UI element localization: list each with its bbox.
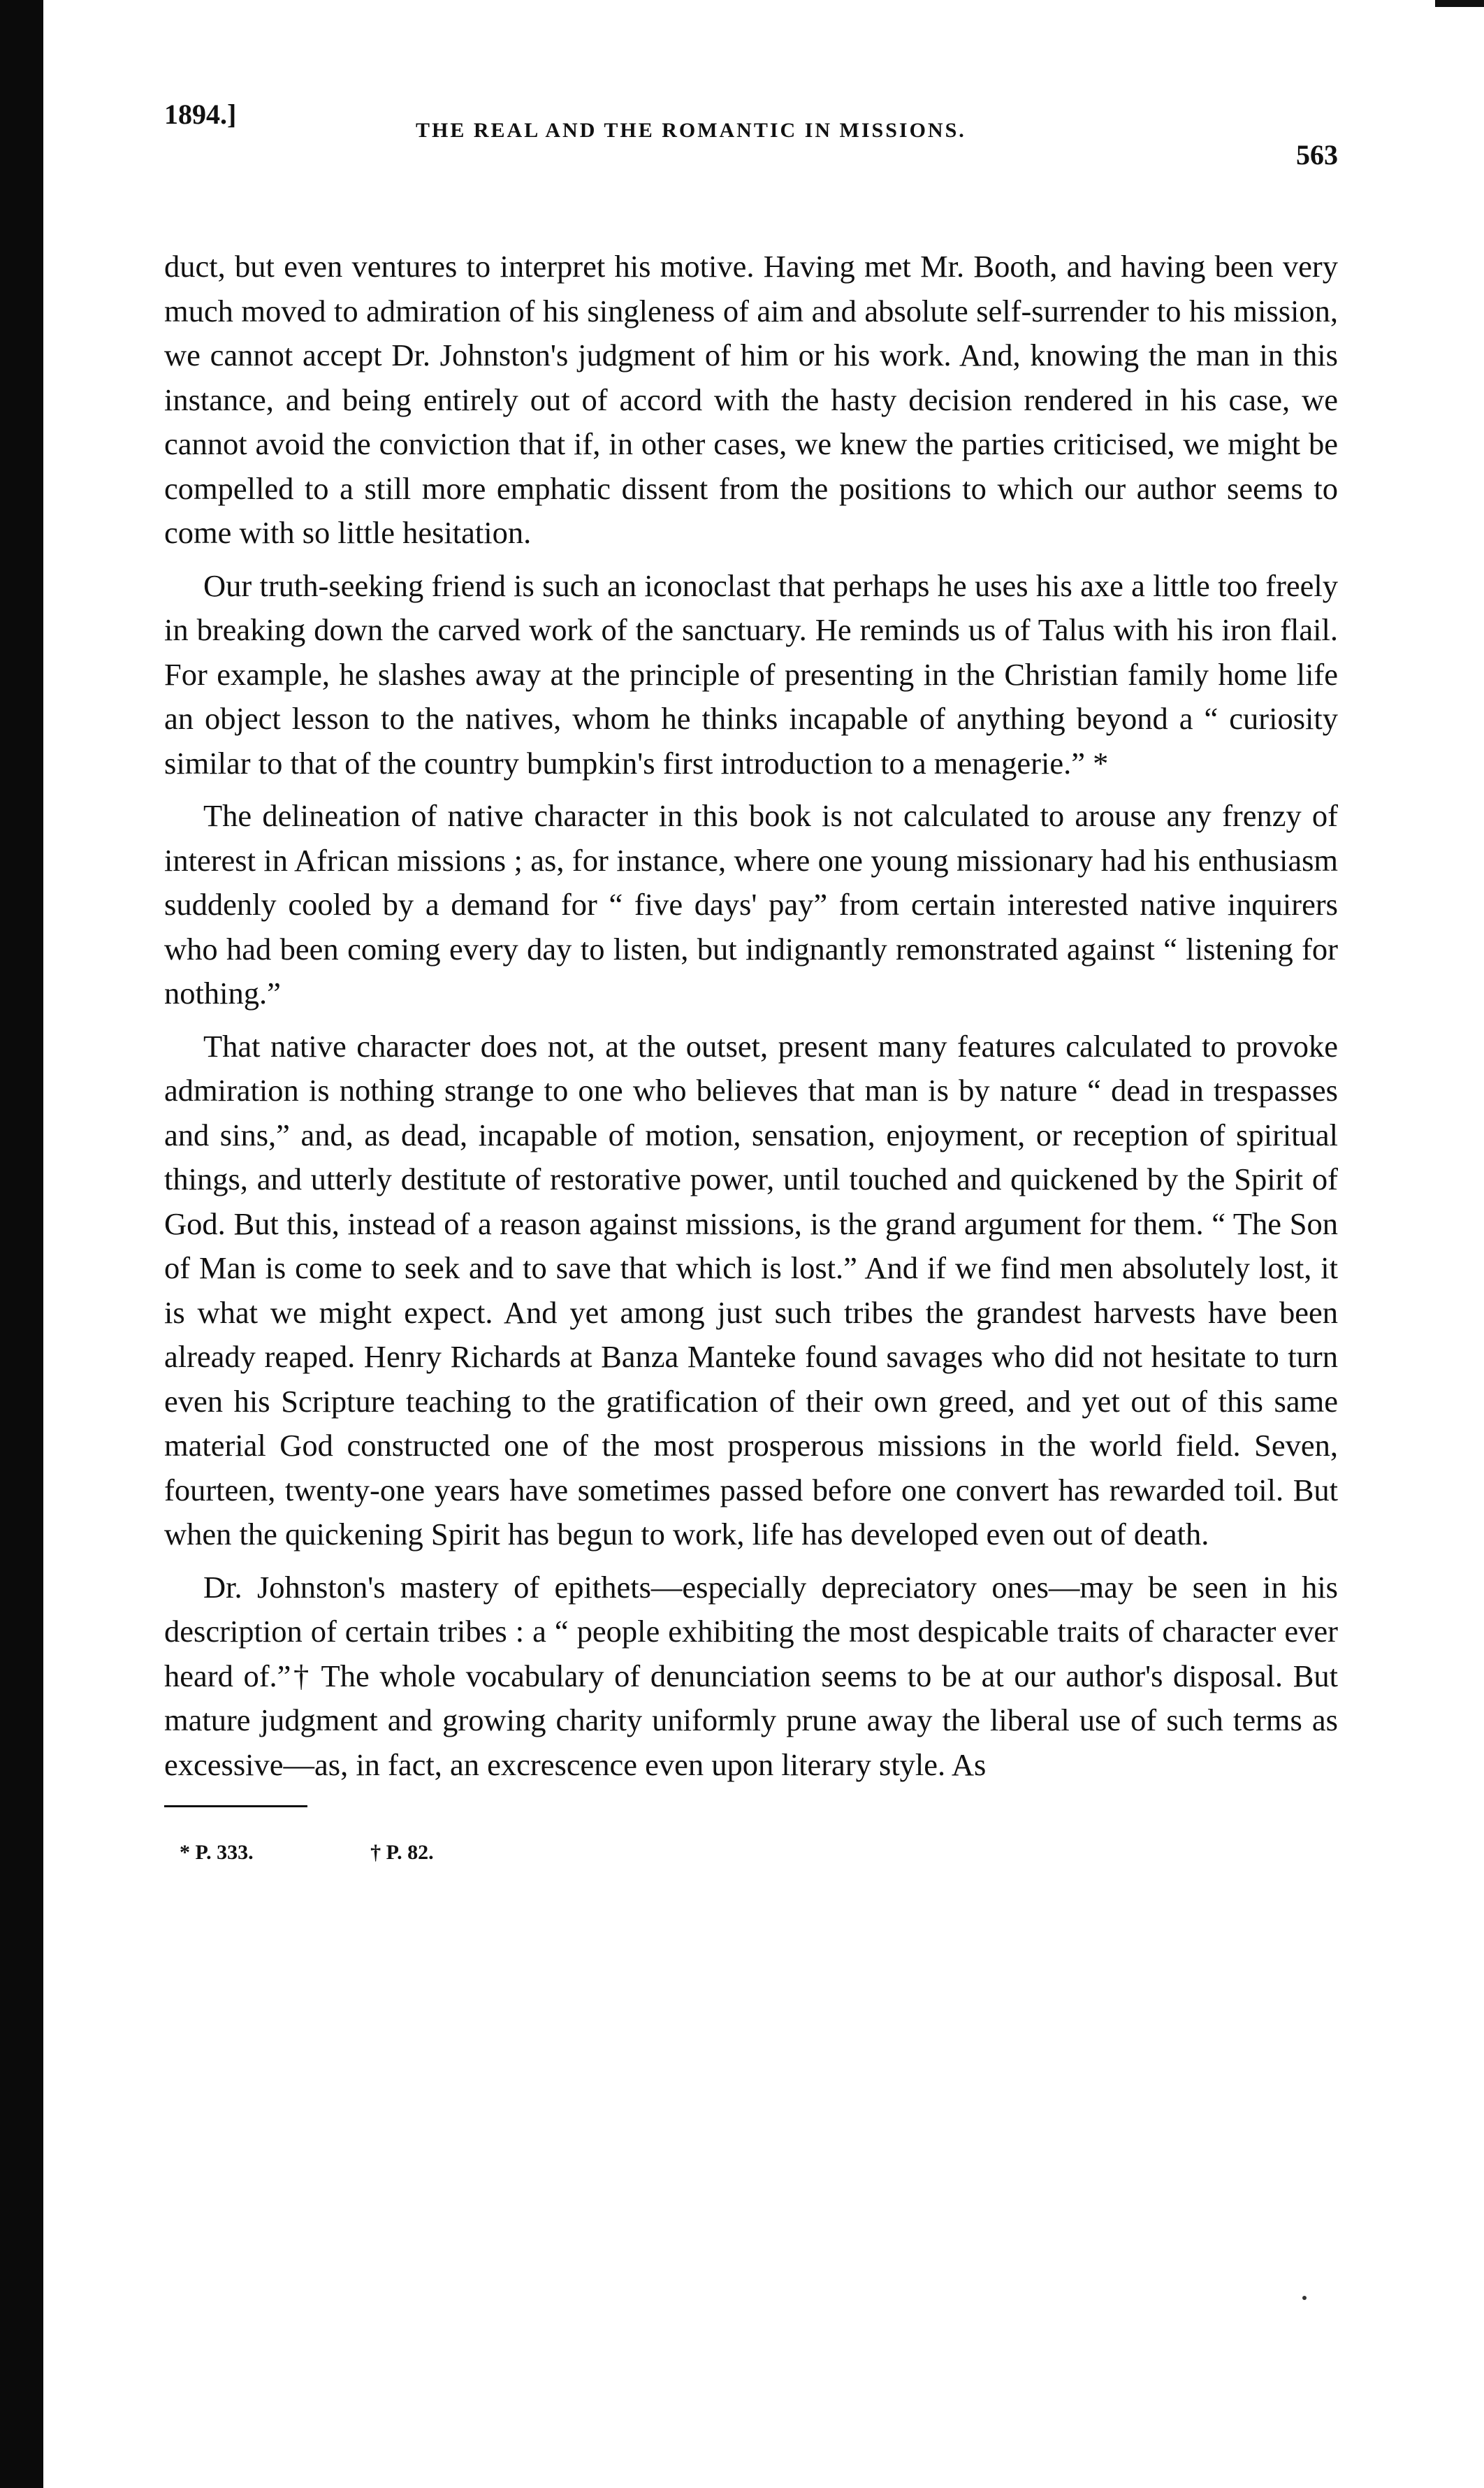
footnotes: [164, 1841, 1338, 1865]
scan-artifact-mark: [1435, 0, 1484, 7]
issue-year: 1894.]: [164, 99, 237, 130]
scan-edge: [0, 0, 43, 2488]
page-number: 563: [1296, 139, 1338, 171]
paragraph: The delineation of native character in this book is not calculated to arouse any frenzy of interest in African missions ; as, for instance, where one young missionary had his enthusiasm suddenly cooled by a demand for “ five days' pay” from certain interested native inquirers who had been coming every day to listen, but indignantly remonstrated against “ listening for nothing.”: [164, 798, 1338, 1011]
paragraph: Dr. Johnston's mastery of epithets—especially depreciatory ones—may be seen in his description of certain tribes : a “ people exhibiting the most despicable traits of character ever heard of.”† The whole vocabulary of denunciation seems to be at our author's disposal. But mature judgment and growing charity uniformly prune away the liberal use of such terms as excessive—as, in fact, an excrescence even upon literary style. As: [164, 1569, 1338, 1782]
paragraph: Our truth-seeking friend is such an iconoclast that perhaps he uses his axe a little too freely in breaking down the carved work of the sanctuary. He reminds us of Talus with his iron flail. For example, he slashes away at the principle of presenting in the Christian family home life an object lesson to the natives, whom he thinks incapable of anything beyond a “ curiosity similar to that of the country bumpkin's first introduction to a menagerie.” *: [164, 567, 1338, 781]
footnote-rule: [164, 1805, 307, 1807]
footnote: † P. 82.: [370, 1841, 434, 1864]
footnote: * P. 333.: [180, 1841, 254, 1864]
running-title: THE REAL AND THE ROMANTIC IN MISSIONS.: [416, 119, 966, 142]
book-page: [164, 98, 1338, 2369]
body-text: [164, 245, 1338, 1787]
paragraph-continued: duct, but even ventures to interpret his motive. Having met Mr. Booth, and having been very much moved to admiration of his singleness of aim and absolute self-surrender to his mission, we cannot accept Dr. Johnston's judgment of him or his work. And, knowing the man in this instance, and being entirely out of accord with the hasty decision rendered in his case, we cannot avoid the conviction that if, in other cases, we knew the parties criticised, we might be compelled to a still more emphatic dissent from the positions to which our author seems to come with so little hesitation.: [164, 249, 1338, 550]
running-head: [164, 98, 1338, 171]
paragraph: That native character does not, at the outset, present many features calculated to provoke admiration is nothing strange to one who believes that man is by nature “ dead in trespasses and sins,” and, as dead, incapable of motion, sensation, enjoyment, or reception of spiritual things, and utterly destitute of restorative power, until touched and quickened by the Spirit of God. But this, instead of a reason against missions, is the grand argument for them. “ The Son of Man is come to seek and to save that which is lost.” And if we find men absolutely lost, it is what we might expect. And yet among just such tribes the grandest harvests have been already reaped. Henry Richards at Banza Manteke found savages who did not hesitate to turn even his Scripture teaching to the gratification of their own greed, and yet out of this same material God constructed one of the most prosperous missions in the world field. Seven, fourteen, twenty-one years have sometimes passed before one convert has rewarded toil. But when the quickening Spirit has begun to work, life has developed even out of death.: [164, 1028, 1338, 1552]
